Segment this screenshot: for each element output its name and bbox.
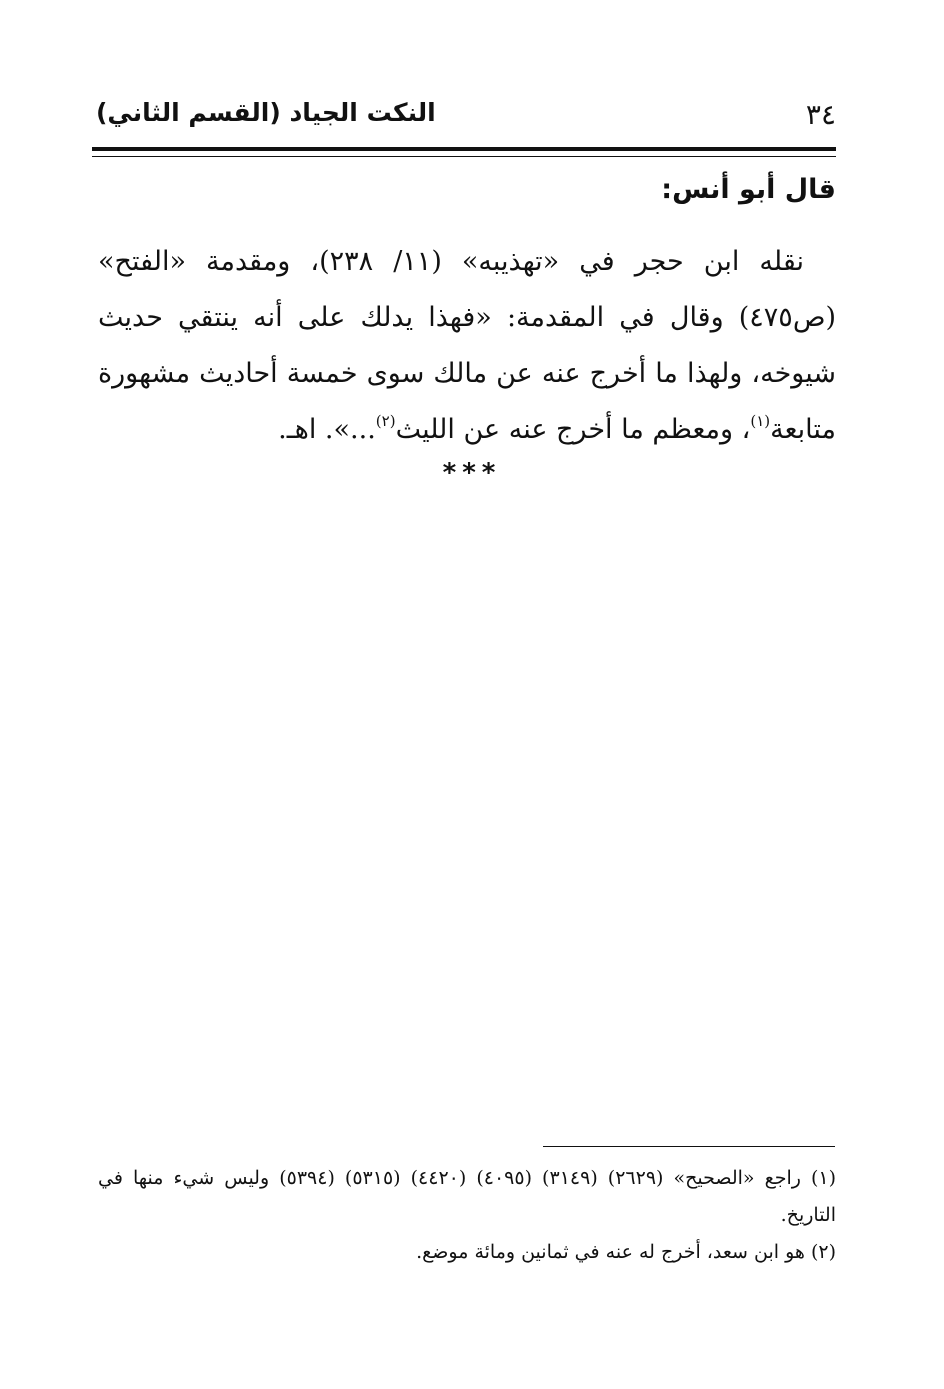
body-text-part2: ، ومعظم ما أخرج عنه عن الليث: [395, 414, 751, 445]
body-text-part1: نقله ابن حجر في «تهذيبه» (١١/ ٢٣٨)، ومقدمة «الفتح» (ص٤٧٥) وقال في المقدمة: «فهذا يدلك على أنه ينتقي حديث شيوخه، ولهذا ما أخرج عنه عن مالك سوى خمسة أحاديث مشهورة متابعة: [98, 246, 836, 445]
running-title: النكت الجياد (القسم الثاني): [96, 98, 436, 127]
footnote-1: (١) راجع «الصحيح» (٢٦٢٩) (٣١٤٩) (٤٠٩٥) (٤٤٢٠) (٥٣١٥) (٥٣٩٤) وليس شيء منها في التاريخ.: [98, 1167, 837, 1226]
section-heading: قال أبو أنس:: [661, 174, 836, 205]
footnote-2: (٢) هو ابن سعد، أخرج له عنه في ثمانين ومائة موضع.: [416, 1241, 836, 1263]
header-rule-thin: [92, 156, 836, 157]
footnote-ref-1: (١): [750, 412, 771, 430]
page-number: ٣٤: [805, 98, 836, 131]
footnotes: [98, 1160, 836, 1271]
footnote-rule: [543, 1146, 835, 1147]
footnote-ref-2: (٢): [375, 412, 396, 430]
section-separator: ***: [442, 458, 502, 488]
body-text-part3: ...». اهـ.: [278, 414, 376, 445]
body-paragraph: [98, 234, 836, 458]
header-rule-thick: [92, 147, 836, 151]
